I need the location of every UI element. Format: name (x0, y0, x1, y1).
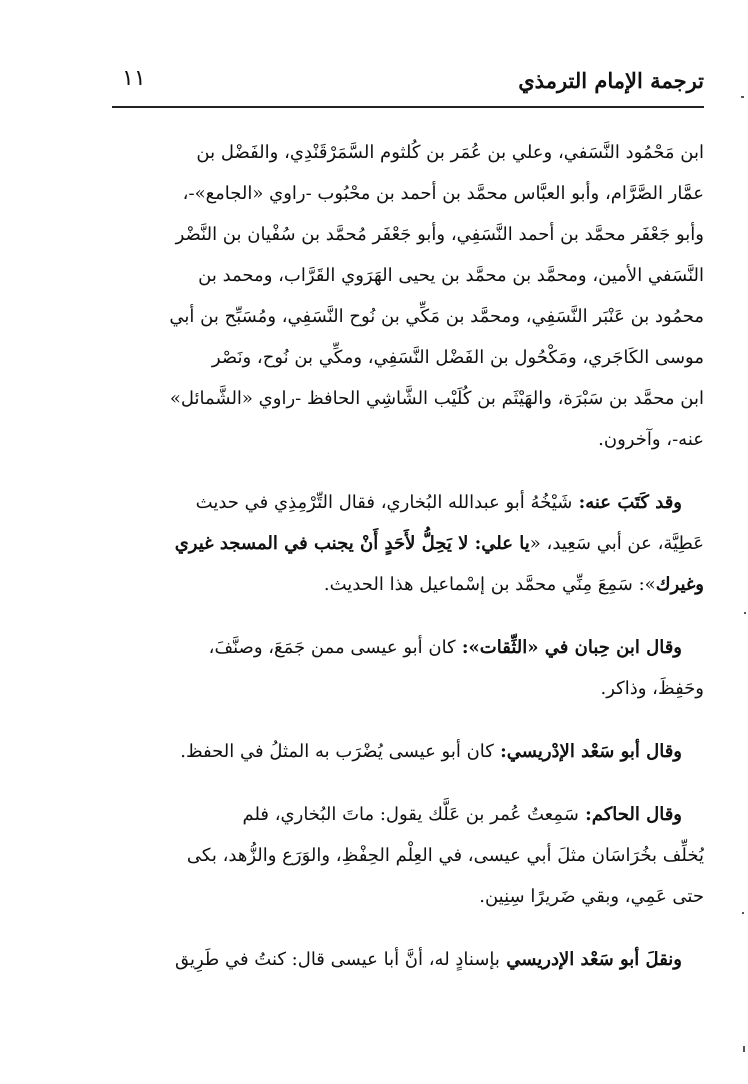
paragraph-bukhari (100, 482, 704, 605)
scan-mark (741, 96, 744, 98)
text-segment-bold: وقال ابن حِبان في «الثِّقات»: (455, 637, 682, 658)
text-segment: كان أبو عيسى ممن جَمَعَ، وصنَّفَ، (208, 637, 456, 658)
text-segment: سَمِعتُ عُمر بن عَلَّك يقول: ماتَ البُخاري، فلم (242, 804, 579, 825)
page-number: ١١ (122, 66, 146, 91)
text-line (100, 214, 704, 255)
text-segment: شَيْخُهُ أبو عبدالله البُخاري، فقال التِّرْمِذِي في حديث (195, 492, 573, 513)
text-segment: بإسنادٍ له، أنَّ أبا عيسى قال: كنتُ في طَرِيق (174, 949, 500, 970)
paragraph-idrisi-isnad (100, 939, 704, 980)
text-line (100, 419, 704, 460)
text-segment: عمَّار الصَّرَّام، وأبو العبَّاس محمَّد بن أحمد بن محْبُوب -راوي «الجامع»-، (182, 183, 704, 204)
text-segment-bold: وقال أبو سَعْد الإدْريسي: (493, 741, 682, 762)
paragraph-narrators (100, 132, 704, 460)
paragraph-hakim (100, 794, 704, 917)
text-segment: ابن محمَّد بن سَبْرَة، والهَيْثَم بن كُلَيْب الشَّاشِي الحافظ -راوي «الشَّمائل» (169, 388, 704, 409)
text-line (100, 876, 704, 917)
text-line (100, 482, 704, 523)
text-line (100, 255, 704, 296)
paragraph-idrisi (100, 731, 704, 772)
text-segment: وحَفِظَ، وذاكر. (600, 678, 704, 699)
text-line (100, 794, 704, 835)
text-segment: يُخلِّف بخُرَاسَان مثلَ أبي عيسى، في العِلْم الحِفْظِ، والوَرَع والزُّهد، بكى (186, 845, 704, 866)
text-segment: ابن مَحْمُود النَّسَفي، وعلي بن عُمَر بن كُلثوم السَّمَرْقَنْدِي، والفَضْل بن (196, 142, 704, 163)
scan-mark (742, 912, 744, 914)
text-line (100, 173, 704, 214)
text-segment: عَطِيَّة، عن أبي سَعِيد، « (529, 533, 704, 554)
paragraph-ibn-hibban (100, 627, 704, 709)
text-line (100, 564, 704, 605)
text-line (100, 296, 704, 337)
running-title: ترجمة الإمام الترمذي (518, 68, 704, 93)
scan-mark (744, 612, 746, 614)
text-line (100, 939, 704, 980)
text-segment: محمُود بن عَنْبَر النَّسَفِي، ومحمَّد بن مَكِّي بن نُوح النَّسَفِي، ومُسَبِّح بن أبي (169, 306, 704, 327)
text-line (100, 523, 704, 564)
text-segment-bold: وقال الحاكم: (578, 804, 682, 825)
text-segment-bold: ونقلَ أبو سَعْد الإدريسي (499, 949, 682, 970)
text-segment: عنه-، وآخرون. (598, 429, 704, 450)
text-segment: كان أبو عيسى يُضْرَب به المثلُ في الحفظ. (180, 741, 494, 762)
header-rule (112, 106, 704, 108)
text-segment: »: سَمِعَ مِنِّي محمَّد بن إسْماعيل هذا الحديث. (323, 574, 656, 595)
text-line (100, 731, 704, 772)
text-segment: وأبو جَعْفَر محمَّد بن أحمد النَّسَفِي، وأبو جَعْفَر مُحمَّد بن سُفْيان بن النَّضْر (175, 224, 704, 245)
text-line (100, 627, 704, 668)
text-segment-bold: وقد كَتَبَ عنه: (572, 492, 682, 513)
text-segment: حتى عَمِي، وبقي ضَريرًا سِنِين. (479, 886, 704, 907)
text-segment: النَّسَفي الأمين، ومحمَّد بن محمَّد بن يحيى الهَرَوي القَرَّاب، ومحمد بن (198, 265, 704, 286)
text-segment-bold: يا علي: لا يَحِلُّ لأَحَدٍ أَنْ يجنب في المسجد غيري (174, 533, 530, 554)
scan-mark (743, 1046, 745, 1052)
text-segment-bold: وغيرك (655, 574, 704, 595)
text-line (100, 835, 704, 876)
text-line (100, 132, 704, 173)
text-line (100, 337, 704, 378)
text-segment: موسى الكَاجَري، ومَكْحُول بن الفَضْل النَّسَفِي، ومكِّي بن نُوح، ونَصْر (211, 347, 704, 368)
page-body (100, 132, 704, 1002)
text-line (100, 668, 704, 709)
text-line (100, 378, 704, 419)
page-header (112, 60, 704, 108)
